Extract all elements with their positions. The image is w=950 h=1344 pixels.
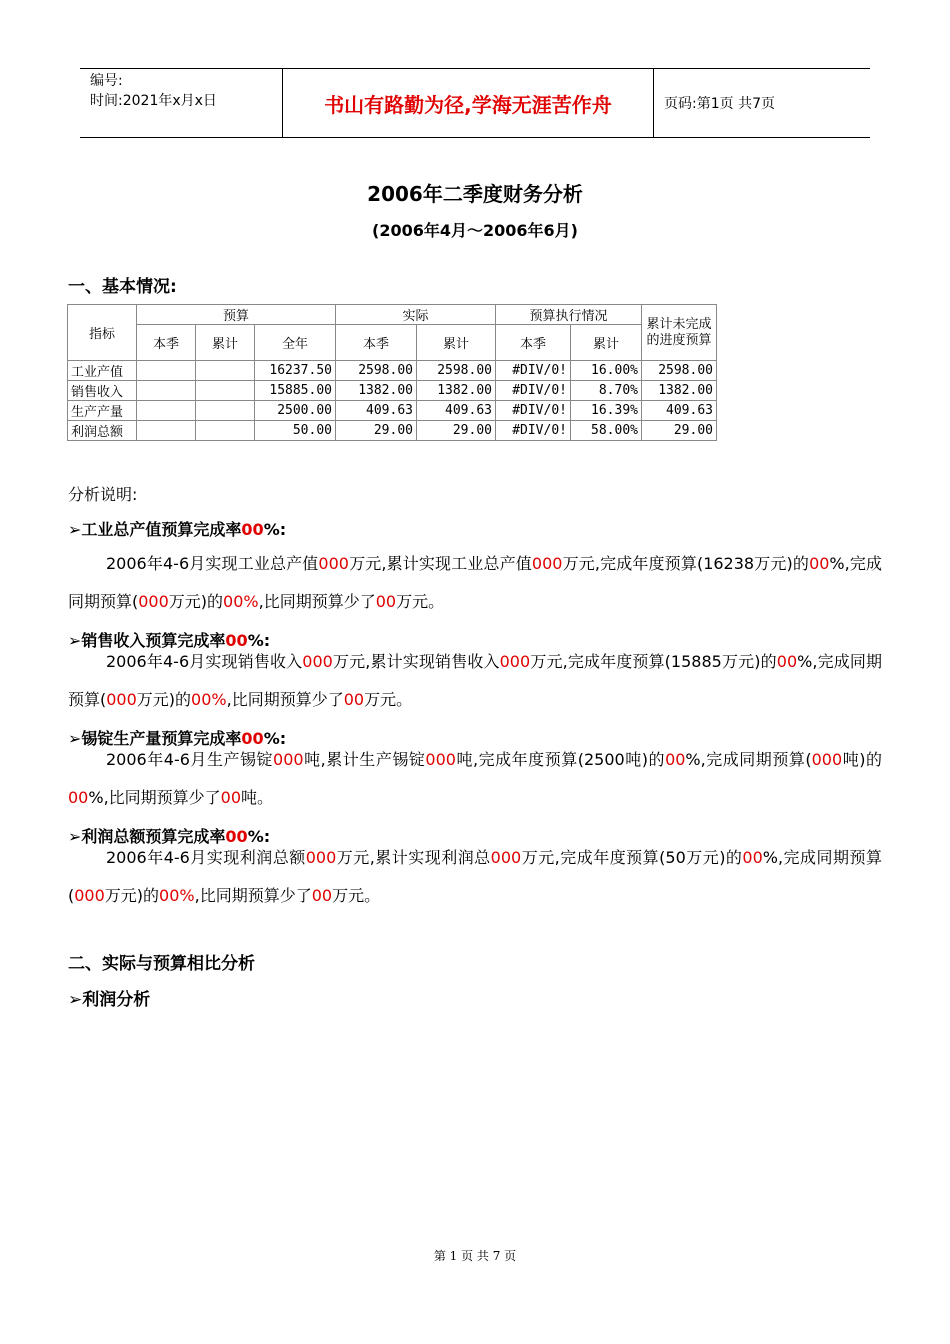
table-row <box>68 361 717 381</box>
para-value: 000 <box>305 848 337 867</box>
para-value: 000 <box>811 750 843 769</box>
para-text: 万元。 <box>332 886 381 905</box>
document-subtitle: (2006年4月～2006年6月) <box>372 221 578 240</box>
para-value-bold: 00% <box>223 592 259 611</box>
para-text: %,完成同期预算( <box>685 750 812 769</box>
para-value: 00 <box>809 554 830 573</box>
cell-budget-cum <box>196 361 255 381</box>
para-value: 000 <box>273 750 304 769</box>
cell-budget-cum <box>196 401 255 421</box>
para-text: 吨,累计生产锡锭 <box>303 750 426 769</box>
para-text: 万元,完成年度预算(16238万元)的 <box>562 554 810 573</box>
para-text: 吨。 <box>241 788 274 807</box>
time-label: 时间:2021年x月x日 <box>90 93 217 109</box>
item-heading-value: 00 <box>241 520 264 539</box>
item-heading-tail: %: <box>247 631 271 650</box>
item-heading-tail: %: <box>263 729 287 748</box>
para-text: 吨,完成年度预算(2500吨)的 <box>455 750 666 769</box>
para-value: 000 <box>318 554 349 573</box>
para-text: 万元,累计实现销售收入 <box>332 652 500 671</box>
item-paragraph-tin-output <box>68 741 882 817</box>
table-row <box>68 381 717 401</box>
cell-budget-season <box>137 361 196 381</box>
para-value-bold: 00% <box>191 690 227 709</box>
header-actual-cum: 累计 <box>417 325 496 361</box>
header-exec-cum: 累计 <box>571 325 642 361</box>
para-text: ,比同期预算少了 <box>258 592 376 611</box>
para-text: 万元)的 <box>136 690 192 709</box>
table-row <box>68 421 717 441</box>
arrow-bullet-icon: ➢ <box>68 729 82 748</box>
header-actual-season: 本季 <box>336 325 417 361</box>
para-text: 万元)的 <box>168 592 224 611</box>
arrow-bullet-icon: ➢ <box>68 827 82 846</box>
para-text: %,完成同期预算( <box>68 848 882 905</box>
cell-exec-cum: 8.70% <box>571 381 642 401</box>
section-heading-basic: 一、基本情况: <box>68 277 177 297</box>
item-paragraph-profit <box>68 839 882 915</box>
para-text: %,完成同期预算( <box>68 652 882 709</box>
item-heading-value: 00 <box>225 631 248 650</box>
para-value: 000 <box>138 592 169 611</box>
para-text: 2006年4-6月生产锡锭 <box>106 750 274 769</box>
cell-exec-season: #DIV/0! <box>496 361 571 381</box>
section-heading-comparison: 二、实际与预算相比分析 <box>68 954 255 974</box>
item-heading-value: 00 <box>241 729 264 748</box>
cell-progress: 2598.00 <box>642 361 717 381</box>
cell-budget-season <box>137 401 196 421</box>
para-value: 00 <box>220 788 242 807</box>
para-text: ,比同期预算少了 <box>194 886 312 905</box>
cell-exec-cum: 16.00% <box>571 361 642 381</box>
para-value: 000 <box>302 652 333 671</box>
item-heading-text: 锡锭生产量预算完成率 <box>81 729 242 748</box>
cell-exec-season: #DIV/0! <box>496 381 571 401</box>
header-exec-season: 本季 <box>496 325 571 361</box>
arrow-bullet-icon: ➢ <box>68 631 82 650</box>
cell-exec-season: #DIV/0! <box>496 421 571 441</box>
header-progress: 累计未完成的进度预算 <box>642 305 717 361</box>
para-value: 00 <box>311 886 333 905</box>
para-value: 00 <box>665 750 686 769</box>
para-value: 000 <box>425 750 456 769</box>
subsection-profit-analysis <box>68 985 150 1010</box>
page-footer: 第 1 页 共 7 页 <box>433 1249 517 1263</box>
item-heading-output <box>68 517 286 540</box>
para-text: 万元)的 <box>104 886 160 905</box>
row-name: 生产产量 <box>68 401 137 421</box>
header-meta <box>80 69 282 137</box>
item-paragraph-sales <box>68 643 882 719</box>
header-page-info: 页码:第1页 共7页 <box>664 96 775 112</box>
document-title: 2006年二季度财务分析 <box>367 182 583 206</box>
table-row <box>68 401 717 421</box>
cell-budget-year: 15885.00 <box>255 381 336 401</box>
header-budget-year: 全年 <box>255 325 336 361</box>
header-motto: 书山有路勤为径,学海无涯苦作舟 <box>282 69 654 137</box>
item-heading-tail: %: <box>263 520 287 539</box>
para-text: 万元。 <box>364 690 413 709</box>
item-heading-text: 利润总额预算完成率 <box>81 827 226 846</box>
item-heading-text: 销售收入预算完成率 <box>81 631 226 650</box>
page-header <box>80 68 870 138</box>
cell-exec-cum: 58.00% <box>571 421 642 441</box>
cell-actual-cum: 409.63 <box>417 401 496 421</box>
para-text: 万元,完成年度预算(50万元)的 <box>521 848 743 867</box>
cell-actual-season: 2598.00 <box>336 361 417 381</box>
item-heading-tail: %: <box>247 827 271 846</box>
arrow-bullet-icon: ➢ <box>68 990 83 1010</box>
row-name: 利润总额 <box>68 421 137 441</box>
cell-budget-season <box>137 381 196 401</box>
para-value: 000 <box>106 690 137 709</box>
para-value: 00 <box>343 690 365 709</box>
cell-exec-cum: 16.39% <box>571 401 642 421</box>
header-index: 指标 <box>68 305 137 361</box>
header-actual: 实际 <box>336 305 496 325</box>
para-text: 万元,累计实现工业总产值 <box>348 554 532 573</box>
para-value: 00 <box>742 848 763 867</box>
header-budget-season: 本季 <box>137 325 196 361</box>
para-text: 吨)的 <box>842 750 882 769</box>
item-heading-text: 工业总产值预算完成率 <box>81 520 242 539</box>
para-text: ,比同期预算少了 <box>226 690 344 709</box>
para-value: 00 <box>776 652 798 671</box>
cell-actual-cum: 29.00 <box>417 421 496 441</box>
para-text: %,比同期预算少了 <box>88 788 221 807</box>
para-text: 万元,累计实现利润总 <box>336 848 491 867</box>
cell-budget-cum <box>196 381 255 401</box>
cell-progress: 1382.00 <box>642 381 717 401</box>
cell-exec-season: #DIV/0! <box>496 401 571 421</box>
cell-actual-season: 409.63 <box>336 401 417 421</box>
para-text: 2006年4-6月实现销售收入 <box>106 652 303 671</box>
cell-budget-year: 2500.00 <box>255 401 336 421</box>
para-value-bold: 00% <box>159 886 195 905</box>
number-label: 编号: <box>90 73 123 89</box>
cell-actual-season: 29.00 <box>336 421 417 441</box>
subsection-title: 利润分析 <box>82 990 151 1010</box>
header-budget-cum: 累计 <box>196 325 255 361</box>
cell-actual-season: 1382.00 <box>336 381 417 401</box>
para-text: %,完成同期预算( <box>68 554 882 611</box>
para-text: 万元。 <box>396 592 445 611</box>
arrow-bullet-icon: ➢ <box>68 520 82 539</box>
budget-table <box>67 304 717 441</box>
row-name: 销售收入 <box>68 381 137 401</box>
para-text: 2006年4-6月实现工业总产值 <box>106 554 319 573</box>
header-budget: 预算 <box>137 305 336 325</box>
para-value: 000 <box>74 886 105 905</box>
cell-actual-cum: 2598.00 <box>417 361 496 381</box>
para-value: 00 <box>68 788 89 807</box>
item-heading-value: 00 <box>225 827 248 846</box>
cell-actual-cum: 1382.00 <box>417 381 496 401</box>
cell-progress: 29.00 <box>642 421 717 441</box>
header-execution: 预算执行情况 <box>496 305 642 325</box>
analysis-note-label: 分析说明: <box>68 485 138 504</box>
cell-budget-cum <box>196 421 255 441</box>
para-text: 万元,完成年度预算(15885万元)的 <box>530 652 777 671</box>
cell-budget-year: 50.00 <box>255 421 336 441</box>
item-paragraph-output <box>68 545 882 621</box>
cell-budget-year: 16237.50 <box>255 361 336 381</box>
para-value: 000 <box>531 554 563 573</box>
cell-progress: 409.63 <box>642 401 717 421</box>
para-value: 000 <box>499 652 531 671</box>
para-value: 000 <box>490 848 522 867</box>
cell-budget-season <box>137 421 196 441</box>
row-name: 工业产值 <box>68 361 137 381</box>
para-text: 2006年4-6月实现利润总额 <box>106 848 306 867</box>
para-value: 00 <box>375 592 397 611</box>
